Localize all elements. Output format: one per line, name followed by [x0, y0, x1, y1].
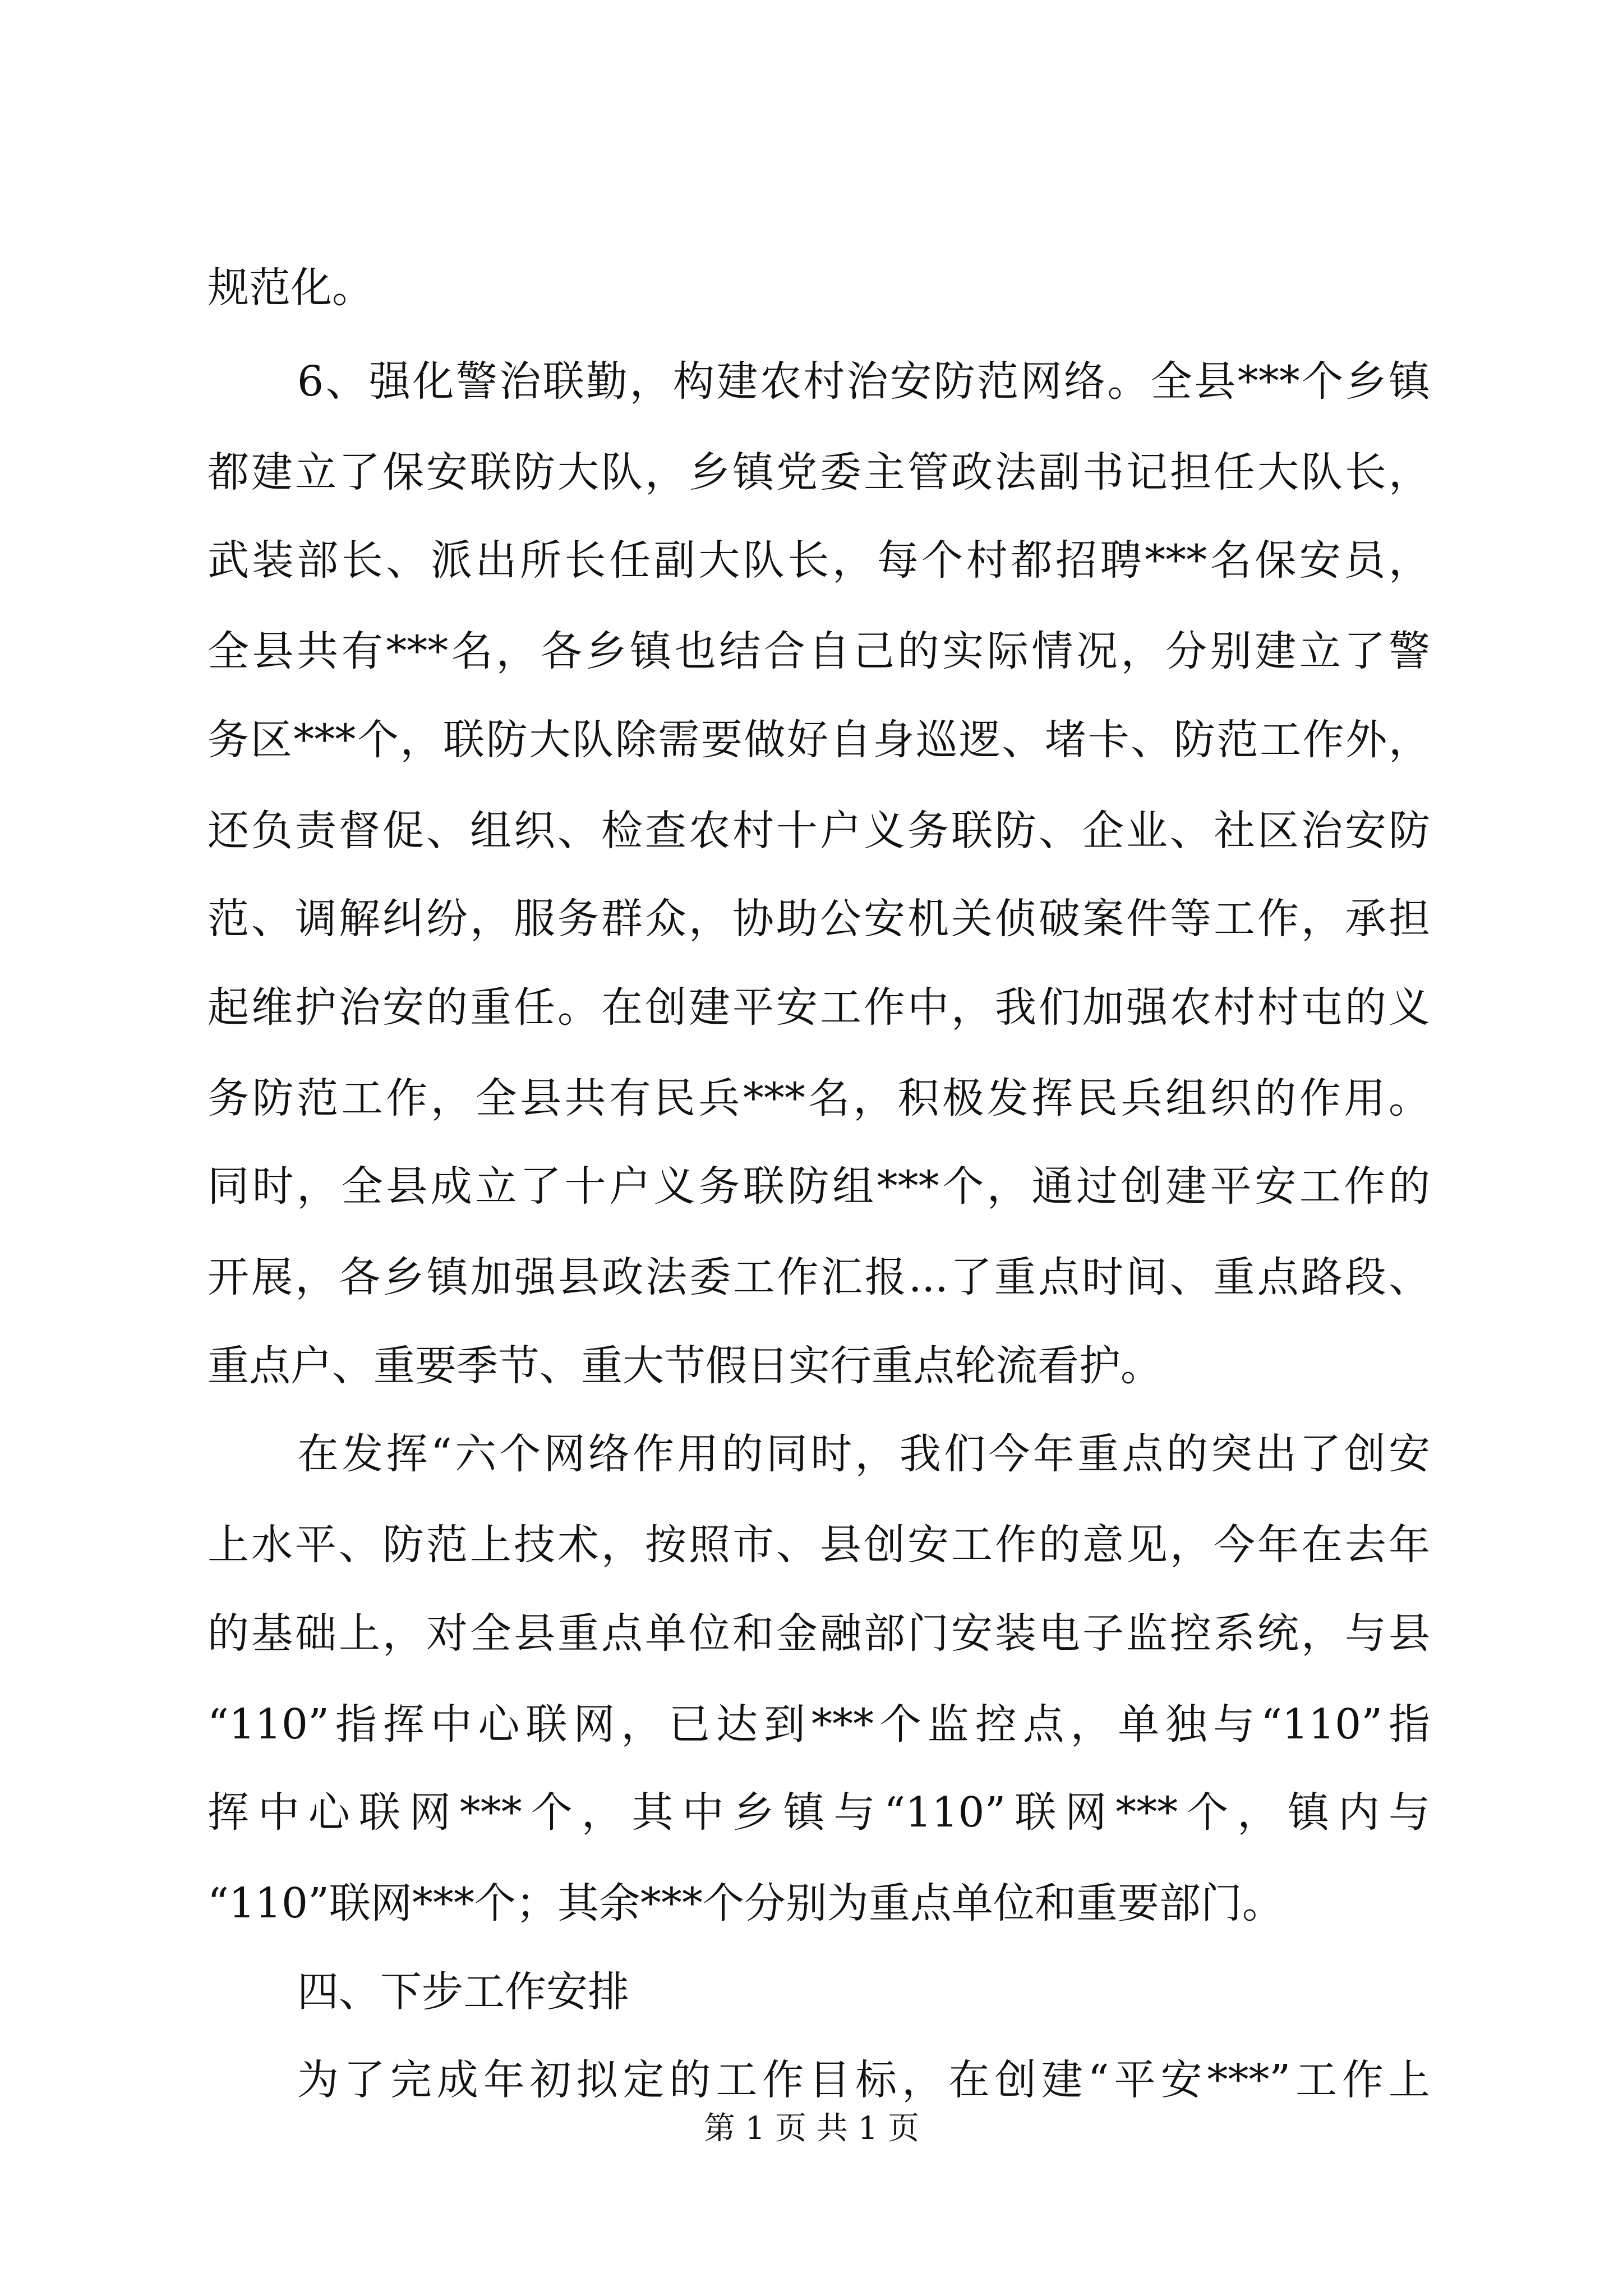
text-line: 上水平、防范上技术，按照市、县创安工作的意见，今年在去年 [208, 1521, 1430, 1569]
text-line: 开展，各乡镇加强县政法委工作汇报...了重点时间、重点路段、 [208, 1253, 1430, 1301]
section-heading: 四、下步工作安排 [297, 1968, 629, 2016]
text-line: 武装部长、派出所长任副大队长，每个村都招聘***名保安员， [208, 536, 1430, 585]
text-line: 还负责督促、组织、检查农村十户义务联防、企业、社区治安防 [208, 807, 1430, 855]
text-line: 起维护治安的重任。在创建平安工作中，我们加强农村村屯的义 [208, 983, 1430, 1032]
text-line: 务区***个，联防大队除需要做好自身巡逻、堵卡、防范工作外， [208, 716, 1430, 764]
text-line: 范、调解纠纷，服务群众，协助公安机关侦破案件等工作，承担 [208, 895, 1430, 943]
text-line: 在发挥“六个网络作用的同时，我们今年重点的突出了创安 [297, 1430, 1430, 1478]
text-line: “110”联网***个；其余***个分别为重点单位和重要部门。 [208, 1879, 1284, 1927]
text-line: 都建立了保安联防大队，乡镇党委主管政法副书记担任大队长， [208, 448, 1430, 496]
text-line: 务防范工作，全县共有民兵***名，积极发挥民兵组织的作用。 [208, 1074, 1430, 1122]
text-line: 6、强化警治联勤，构建农村治安防范网络。全县***个乡镇 [297, 357, 1430, 406]
text-line: 规范化。 [208, 264, 374, 312]
text-line: 重点户、重要季节、重大节假日实行重点轮流看护。 [208, 1342, 1162, 1390]
text-line: 挥中心联网***个，其中乡镇与“110”联网***个，镇内与 [208, 1788, 1430, 1837]
text-line: 为了完成年初拟定的工作目标，在创建“平安***”工作上 [297, 2056, 1430, 2104]
text-line: 同时，全县成立了十户义务联防组***个，通过创建平安工作的 [208, 1162, 1430, 1211]
text-line: 的基础上，对全县重点单位和金融部门安装电子监控系统，与县 [208, 1609, 1430, 1658]
text-line: 全县共有***名，各乡镇也结合自己的实际情况，分别建立了警 [208, 627, 1430, 675]
text-line: “110”指挥中心联网，已达到***个监控点，单独与“110”指 [208, 1700, 1430, 1749]
page-footer: 第 1 页 共 1 页 [703, 2110, 920, 2147]
